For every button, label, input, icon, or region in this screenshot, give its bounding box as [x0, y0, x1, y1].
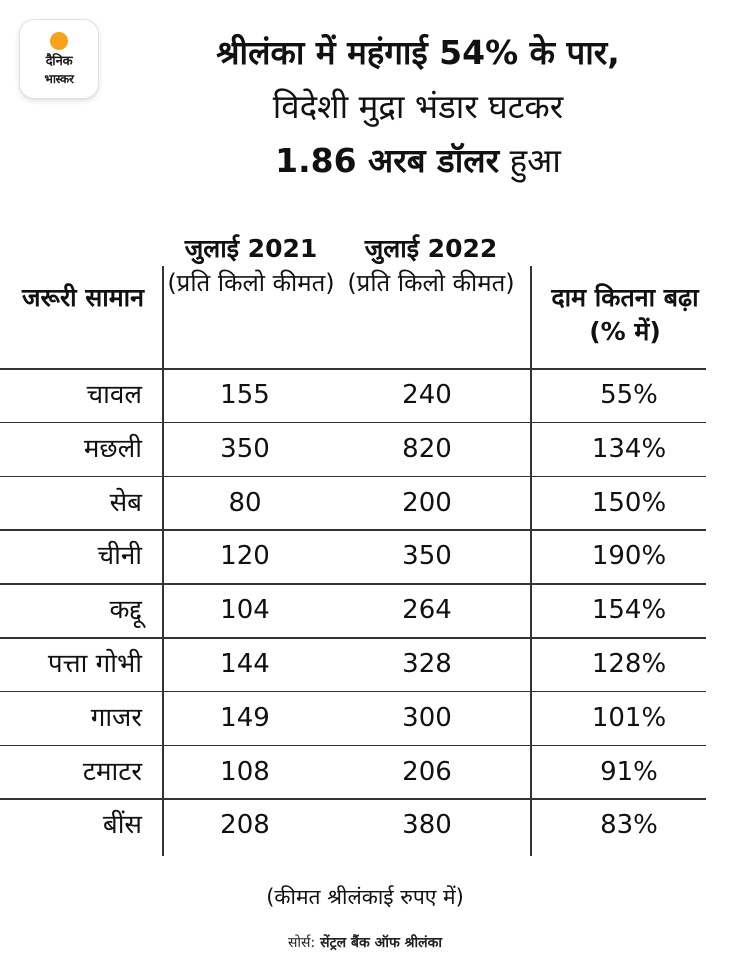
cell-price-change: 150% — [591, 487, 667, 518]
cell-price-change: 101% — [591, 702, 667, 733]
cell-price-2021: 149 — [220, 702, 270, 733]
cell-price-2021: 350 — [220, 433, 270, 464]
header-july-2022-year: जुलाई 2022 — [364, 234, 498, 263]
cell-price-2022: 350 — [402, 541, 452, 572]
cell-price-2022: 328 — [402, 649, 452, 679]
cell-price-change: 83% — [600, 810, 658, 841]
column-divider — [530, 266, 532, 856]
cell-price-change: 190% — [591, 541, 667, 572]
cell-price-2021: 144 — [220, 649, 270, 679]
sun-icon — [50, 32, 68, 50]
source-text: सेंट्रल बैंक ऑफ श्रीलंका — [315, 935, 443, 951]
header-item: जरूरी सामान — [21, 283, 145, 312]
cell-price-2022: 200 — [402, 487, 452, 518]
source-line — [0, 933, 730, 952]
cell-price-2021: 208 — [220, 810, 270, 841]
cell-price-change: 128% — [591, 649, 667, 679]
cell-item: कद्दू — [109, 595, 142, 626]
cell-price-2022: 300 — [402, 702, 452, 733]
cell-price-change: 91% — [600, 756, 658, 787]
cell-price-2022: 380 — [402, 810, 452, 841]
header-july-2021-year: जुलाई 2021 — [184, 234, 318, 263]
cell-price-2022: 264 — [402, 595, 452, 626]
source-label: सोर्स: — [287, 935, 316, 951]
cell-price-change: 154% — [591, 595, 667, 626]
cell-item: सेब — [109, 487, 142, 518]
logo-text-line1: दैनिक — [45, 54, 73, 69]
cell-item: टमाटर — [82, 756, 142, 787]
cell-item: मछली — [83, 433, 142, 464]
headline-line2: विदेशी मुद्रा भंडार घटकर — [272, 87, 564, 126]
dainik-bhaskar-logo — [20, 20, 98, 98]
cell-price-2022: 206 — [402, 756, 452, 787]
headline-line1: श्रीलंका में महंगाई 54% के पार, — [216, 33, 620, 72]
headline-line3 — [118, 134, 718, 188]
cell-item: चीनी — [97, 541, 142, 572]
headline-line3-bold: 1.86 अरब डॉलर — [275, 141, 500, 180]
logo-text-line2: भास्कर — [44, 72, 74, 86]
cell-item: गाजर — [90, 702, 142, 733]
header-july-2021 — [166, 232, 336, 300]
cell-item: पत्ता गोभी — [47, 649, 142, 679]
cell-item: बींस — [102, 810, 142, 841]
cell-item: चावल — [86, 380, 142, 410]
cell-price-2022: 240 — [402, 380, 452, 410]
headline-line3-rest: हुआ — [499, 141, 561, 180]
header-july-2022-unit: (प्रति किलो कीमत) — [347, 269, 515, 297]
cell-price-2021: 80 — [228, 487, 262, 518]
header-july-2021-unit: (प्रति किलो कीमत) — [167, 269, 335, 297]
cell-price-2021: 104 — [220, 595, 270, 626]
headline — [118, 26, 718, 188]
cell-price-2021: 120 — [220, 541, 270, 572]
column-divider — [162, 266, 164, 856]
cell-price-2021: 108 — [220, 756, 270, 787]
header-july-2022 — [346, 232, 516, 300]
header-price-change: दाम कितना बढ़ा (% में) — [551, 283, 699, 346]
cell-price-2021: 155 — [220, 380, 270, 410]
cell-price-change: 55% — [600, 380, 658, 410]
currency-note: (कीमत श्रीलंकाई रुपए में) — [266, 885, 464, 909]
cell-price-change: 134% — [591, 433, 667, 464]
cell-price-2022: 820 — [402, 433, 452, 464]
